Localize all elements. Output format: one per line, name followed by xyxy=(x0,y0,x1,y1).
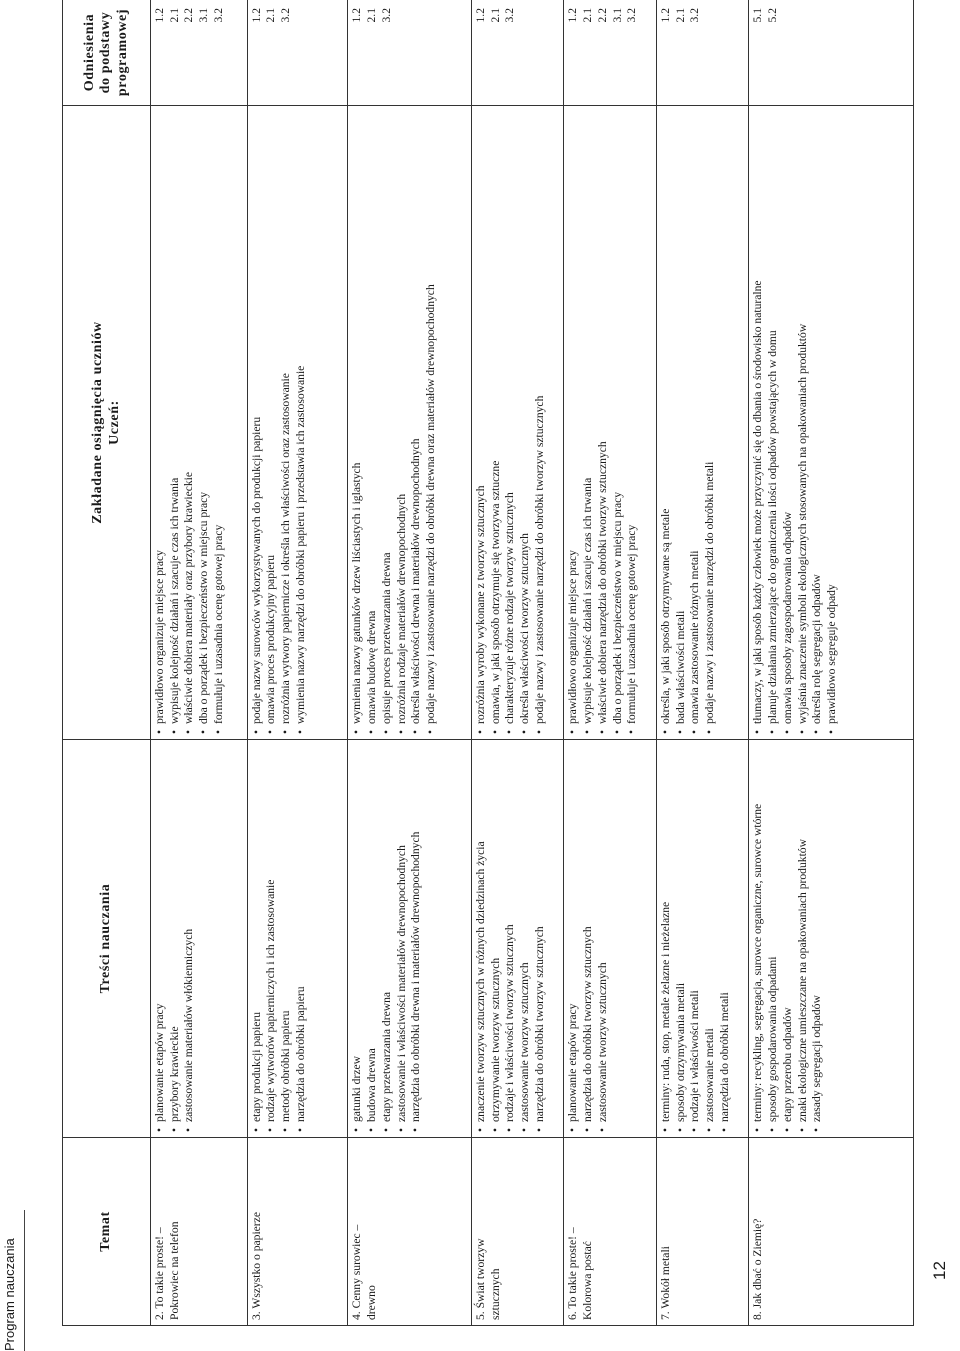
content-item: • etapy przerobu odpadów xyxy=(781,745,796,1132)
header-content: Treści nauczania xyxy=(63,740,151,1138)
outcome-item: • omawia zastosowanie różnych metali xyxy=(688,111,703,734)
outcomes-cell xyxy=(151,106,248,740)
outcomes-cell xyxy=(656,106,749,740)
refs-cell xyxy=(151,0,248,106)
content-item: • budowa drewna xyxy=(365,745,380,1132)
ref-code: 1.2 xyxy=(566,8,580,23)
content-cell xyxy=(348,740,471,1138)
content-item: • zastosowanie materiałów włókienniczych xyxy=(182,745,197,1132)
content-item: • rodzaje wytworów papierniczych i ich zastosowanie xyxy=(264,745,279,1132)
bullet-list xyxy=(659,111,718,734)
ref-code: 2.2 xyxy=(595,8,609,23)
ref-code: 3.1 xyxy=(197,8,211,23)
content-item: • zasady segregacji odpadów xyxy=(810,745,825,1132)
content-cell xyxy=(471,740,564,1138)
refs-cell xyxy=(749,0,914,106)
content-item: • planowanie etapów pracy xyxy=(153,745,168,1132)
outcome-item: • wymienia nazwy narzędzi do obróbki papieru i przedstawia ich zastosowanie xyxy=(294,111,309,734)
content-item: • zastosowanie tworzyw sztucznych xyxy=(596,745,611,1132)
outcome-item: • dba o porządek i bezpieczeństwo w miejscu pracy xyxy=(611,111,626,734)
ref-code: 3.2 xyxy=(379,8,393,23)
outcome-item: • charakteryzuje różne rodzaje tworzyw sztucznych xyxy=(503,111,518,734)
ref-code: 5.1 xyxy=(751,8,765,23)
outcome-item: • podaje nazwy i zastosowanie narzędzi do obróbki drewna oraz materiałów drewnopochodnych xyxy=(424,111,439,734)
running-header-text: Program nauczania xyxy=(2,1238,17,1351)
bullet-list xyxy=(350,111,438,734)
content-item: • sposoby gospodarowania odpadami xyxy=(766,745,781,1132)
header-outcomes xyxy=(63,106,151,740)
bullet-list xyxy=(566,111,640,734)
table-row xyxy=(471,0,564,1326)
content-item: • rodzaje i właściwości tworzyw sztucznych xyxy=(503,745,518,1132)
ref-code: 3.2 xyxy=(503,8,517,23)
content-item: • przybory krawieckie xyxy=(168,745,183,1132)
outcomes-cell xyxy=(749,106,914,740)
table-row xyxy=(656,0,749,1326)
bullet-list xyxy=(474,745,548,1132)
ref-code: 2.1 xyxy=(167,8,181,23)
ref-code: 3.2 xyxy=(211,8,225,23)
topic-text: 5. Świat tworzyw xyxy=(473,1238,487,1320)
bullet-list xyxy=(153,745,197,1132)
page-number: 12 xyxy=(930,1261,949,1280)
content-item: • zastosowanie metali xyxy=(703,745,718,1132)
outcome-item: • prawidłowo organizuje miejsce pracy xyxy=(566,111,581,734)
topic-text: Kolorowa postać xyxy=(581,1241,595,1320)
outcome-item: • określa właściwości tworzyw sztucznych xyxy=(518,111,533,734)
outcome-item: • podaje nazwy surowców wykorzystywanych do produkcji papieru xyxy=(250,111,265,734)
content-item: • zastosowanie tworzyw sztucznych xyxy=(518,745,533,1132)
ref-code: 2.1 xyxy=(365,8,379,23)
topic-text: 2. To takie proste! – xyxy=(153,1227,166,1320)
content-item: • znaczenie tworzyw sztucznych w różnych dziedzinach życia xyxy=(474,745,489,1132)
outcome-item: • określa właściwości drewna i materiałów drewnopochodnych xyxy=(409,111,424,734)
outcome-item: • wyjaśnia znaczenie symboli ekologicznych stosowanych na opakowaniach produktów xyxy=(796,111,811,734)
topic-cell xyxy=(564,1138,657,1326)
ref-code: 2.1 xyxy=(673,8,687,23)
topic-text: 3. Wszystko o papierze xyxy=(249,1212,263,1320)
bullet-list xyxy=(250,745,309,1132)
topic-text: sztucznych xyxy=(488,1268,502,1320)
topic-cell xyxy=(348,1138,471,1326)
content-item: • znaki ekologiczne umieszczane na opakowaniach produktów xyxy=(796,745,811,1132)
content-item: • narzędzia do obróbki papieru xyxy=(294,745,309,1132)
outcome-item: • rozróżnia wyroby wykonane z tworzyw sztucznych xyxy=(474,111,489,734)
topic-text: 4. Cenny surowiec – xyxy=(350,1224,364,1320)
content-item: • narzędzia do obróbki tworzyw sztucznych xyxy=(581,745,596,1132)
outcome-item: • omawia proces produkcyjny papieru xyxy=(264,111,279,734)
outcome-item: • wypisuje kolejność działań i szacuje czas ich trwania xyxy=(168,111,183,734)
outcome-item: • rozróżnia rodzaje materiałów drewnopochodnych xyxy=(395,111,410,734)
bullet-list xyxy=(350,745,424,1132)
content-cell xyxy=(656,740,749,1138)
ref-code: 1.2 xyxy=(153,8,166,23)
header-topic: Temat xyxy=(63,1138,151,1326)
ref-code: 1.2 xyxy=(473,8,487,23)
table-row xyxy=(151,0,248,1326)
outcome-item: • prawidłowo organizuje miejsce pracy xyxy=(153,111,168,734)
ref-code: 2.1 xyxy=(264,8,278,23)
refs-cell xyxy=(348,0,471,106)
topic-text: drewno xyxy=(365,1285,379,1320)
outcome-item: • dba o porządek i bezpieczeństwo w miejscu pracy xyxy=(197,111,212,734)
outcome-item: • podaje nazwy i zastosowanie narzędzi do obróbki metali xyxy=(703,111,718,734)
table-row xyxy=(348,0,471,1326)
ref-code: 1.2 xyxy=(658,8,672,23)
bullet-list xyxy=(250,111,309,734)
content-cell xyxy=(564,740,657,1138)
outcomes-cell xyxy=(564,106,657,740)
content-item: • narzędzia do obróbki tworzyw sztucznych xyxy=(533,745,548,1132)
topic-text: 7. Wokół metali xyxy=(658,1246,672,1320)
outcome-item: • podaje nazwy i zastosowanie narzędzi do obróbki tworzyw sztucznych xyxy=(533,111,548,734)
content-item: • gatunki drzew xyxy=(350,745,365,1132)
table-header-row xyxy=(63,0,151,1326)
outcome-item: • określa, w jaki sposób otrzymywane są metale xyxy=(659,111,674,734)
outcome-item: • planuje działania zmierzające do ograniczenia ilości odpadów powstających w domu xyxy=(766,111,781,734)
header-refs: Odniesienia do podstawy programowej xyxy=(63,0,151,106)
topic-cell xyxy=(247,1138,348,1326)
outcome-item: • wypisuje kolejność działań i szacuje czas ich trwania xyxy=(581,111,596,734)
bullet-list xyxy=(474,111,548,734)
outcome-item: • właściwie dobiera narzędzia do obróbki tworzyw sztucznych xyxy=(596,111,611,734)
content-cell xyxy=(749,740,914,1138)
outcome-item: • rozróżnia wytwory papiernicze i określa ich właściwości oraz zastosowanie xyxy=(279,111,294,734)
outcome-item: • właściwie dobiera materiały oraz przybory krawieckie xyxy=(182,111,197,734)
table-row xyxy=(749,0,914,1326)
bullet-list xyxy=(751,111,839,734)
topic-cell xyxy=(471,1138,564,1326)
table-body xyxy=(151,0,914,1326)
outcome-item: • formułuje i uzasadnia ocenę gotowej pracy xyxy=(625,111,640,734)
refs-cell xyxy=(564,0,657,106)
outcomes-cell xyxy=(247,106,348,740)
ref-code: 2.2 xyxy=(182,8,196,23)
content-item: • metody obróbki papieru xyxy=(279,745,294,1132)
content-item: • planowanie etapów pracy xyxy=(566,745,581,1132)
curriculum-table xyxy=(62,0,914,1326)
topic-cell xyxy=(749,1138,914,1326)
header-rule xyxy=(24,1210,25,1351)
outcome-item: • tłumaczy, w jaki sposób każdy człowiek może przyczynić się do dbania o środowisko naturalne xyxy=(751,111,766,734)
running-header xyxy=(0,0,24,1351)
content-item: • otrzymywanie tworzyw sztucznych xyxy=(489,745,504,1132)
table-row xyxy=(564,0,657,1326)
outcome-item: • omawia budowę drewna xyxy=(365,111,380,734)
bullet-list xyxy=(659,745,733,1132)
outcome-item: • prawidłowo segreguje odpady xyxy=(825,111,840,734)
topic-text: 6. To takie proste! – xyxy=(566,1227,580,1320)
outcome-item: • określa rolę segregacji odpadów xyxy=(810,111,825,734)
outcomes-cell xyxy=(471,106,564,740)
ref-code: 1.2 xyxy=(350,8,364,23)
ref-code: 2.1 xyxy=(581,8,595,23)
header-outcomes-title: Zakładane osiągnięcia uczniów xyxy=(90,321,106,524)
outcome-item: • omawia sposoby zagospodarowania odpadów xyxy=(781,111,796,734)
ref-code: 3.2 xyxy=(625,8,639,23)
content-item: • rodzaje i właściwości metali xyxy=(688,745,703,1132)
outcome-item: • omawia, w jaki sposób otrzymuje się tworzywa sztuczne xyxy=(489,111,504,734)
bullet-list xyxy=(751,745,825,1132)
table-row xyxy=(247,0,348,1326)
content-item: • etapy przetwarzania drewna xyxy=(380,745,395,1132)
refs-cell xyxy=(656,0,749,106)
content-cell xyxy=(247,740,348,1138)
curriculum-table-wrapper xyxy=(62,0,914,1326)
content-item: • sposoby otrzymywania metali xyxy=(674,745,689,1132)
content-item: • etapy produkcji papieru xyxy=(250,745,265,1132)
content-item: • terminy: ruda, stop, metale żelazne i nieżelazne xyxy=(659,745,674,1132)
outcome-item: • opisuje proces przetwarzania drewna xyxy=(380,111,395,734)
ref-code: 3.1 xyxy=(610,8,624,23)
content-cell xyxy=(151,740,248,1138)
ref-code: 1.2 xyxy=(249,8,263,23)
topic-text: Pokrowiec na telefon xyxy=(167,1221,181,1320)
topic-cell xyxy=(151,1138,248,1326)
content-item: • narzędzia do obróbki drewna i materiałów drewnopochodnych xyxy=(409,745,424,1132)
outcome-item: • formułuje i uzasadnia ocenę gotowej pracy xyxy=(212,111,227,734)
ref-code: 2.1 xyxy=(488,8,502,23)
ref-code: 3.2 xyxy=(279,8,293,23)
content-item: • zastosowanie i właściwości materiałów drewnopochodnych xyxy=(395,745,410,1132)
ref-code: 3.2 xyxy=(688,8,702,23)
refs-cell xyxy=(471,0,564,106)
outcome-item: • bada właściwości metali xyxy=(674,111,689,734)
content-item: • terminy: recykling, segregacja, surowce organiczne, surowce wtórne xyxy=(751,745,766,1132)
bullet-list xyxy=(566,745,610,1132)
outcomes-cell xyxy=(348,106,471,740)
outcome-item: • wymienia nazwy gatunków drzew liściastych i iglastych xyxy=(350,111,365,734)
topic-cell xyxy=(656,1138,749,1326)
content-item: • narzędzia do obróbki metali xyxy=(718,745,733,1132)
header-outcomes-subtitle: Uczeń: xyxy=(106,400,122,445)
ref-code: 5.2 xyxy=(766,8,780,23)
refs-cell xyxy=(247,0,348,106)
topic-text: 8. Jak dbać o Ziemię? xyxy=(751,1218,765,1320)
bullet-list xyxy=(153,111,227,734)
